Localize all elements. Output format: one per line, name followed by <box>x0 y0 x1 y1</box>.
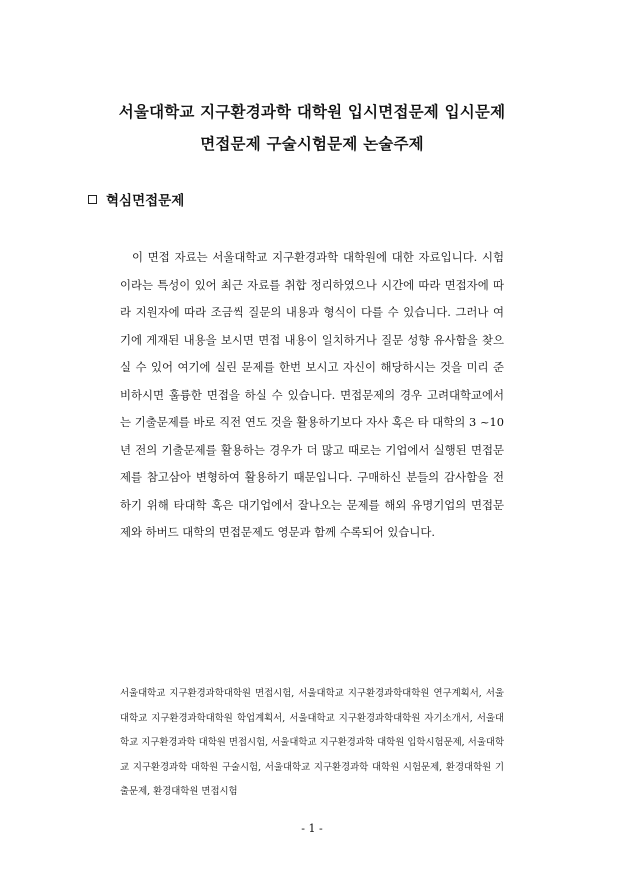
checkbox-icon <box>88 195 97 204</box>
title-line-2: 면접문제 구술시험문제 논술주제 <box>200 135 424 153</box>
section-heading <box>88 189 184 209</box>
section-heading-label: 혁심면접문제 <box>106 193 185 209</box>
document-title <box>60 96 564 160</box>
keywords-paragraph: 서울대학교 지구환경과학대학원 면접시험, 서울대학교 지구환경과학대학원 연구계획서, 서울대학교 지구환경과학대학원 학업계획서, 서울대학교 지구환경과학대학원 자기소개서, 서울대학교 지구환경과학 대학원 면접시험, 서울대학교 지구환경과학 대학원 입학시험문제, 서울대학교 지구환경과학 대학원 구술시험, 서울대학교 지구환경과학 대학원 시험문제, 환경대학원 기출문제, 환경대학원 면접시험 <box>120 688 504 797</box>
page-number: - 1 - <box>301 822 323 835</box>
body-paragraph: 이 면접 자료는 서울대학교 지구환경과학 대학원에 대한 자료입니다. 시험이라는 특성이 있어 최근 자료를 취합 정리하였으나 시간에 따라 면접자에 따라 지원자에 따라 조금씩 질문의 내용과 형식이 다를 수 있습니다. 그러나 여기에 게재된 내용을 보시면 면접 내용이 일치하거나 질문 성향 유사함을 찾으실 수 있어 여기에 실린 문제를 한번 보시고 자신이 해당하시는 것을 미리 준비하시면 훌륭한 면접을 하실 수 있습니다. 면접문제의 경우 고려대학교에서는 기출문제를 바로 직전 연도 것을 활용하기보다 자사 혹은 타 대학의 3 ~10년 전의 기출문제를 활용하는 경우가 더 많고 때로는 기업에서 실행된 면접문제를 참고삼아 변형하여 활용하기 때문입니다. 구매하신 분들의 감사함을 전하기 위해 타대학 혹은 대기업에서 잘나오는 문제를 해외 유명기업의 면접문제와 하버드 대학의 면접문제도 영문과 함께 수록되어 있습니다. <box>120 250 504 539</box>
title-line-1: 서울대학교 지구환경과학 대학원 입시면접문제 입시문제 <box>118 103 506 121</box>
